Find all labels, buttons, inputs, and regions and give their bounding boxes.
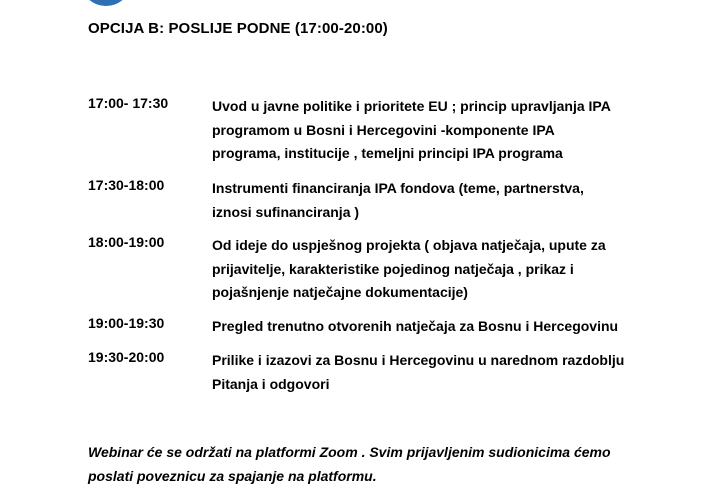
schedule-time: 17:30-18:00 — [88, 177, 164, 193]
note-line: Webinar će se održati na platformi Zoom . Svim prijavljenim sudionicima ćemo — [88, 441, 648, 465]
schedule-description — [212, 177, 652, 224]
schedule-description — [212, 234, 652, 305]
logo-fragment — [84, 0, 128, 6]
description-line: Pitanja i odgovori — [212, 373, 652, 397]
description-line: Instrumenti financiranja IPA fondova (teme, partnerstva, — [212, 177, 652, 201]
schedule-time: 17:00- 17:30 — [88, 95, 168, 111]
description-line: programom u Bosni i Hercegovini -komponente IPA — [212, 119, 652, 143]
schedule-description — [212, 95, 652, 166]
page-heading: OPCIJA B: POSLIJE PODNE (17:00-20:00) — [88, 20, 388, 37]
description-line: pojašnjenje natječajne dokumentacije) — [212, 281, 652, 305]
schedule-time: 18:00-19:00 — [88, 234, 164, 250]
description-line: prijavitelje, karakteristike pojedinog natječaja , prikaz i — [212, 258, 652, 282]
description-line: Uvod u javne politike i prioritete EU ; princip upravljanja IPA — [212, 95, 652, 119]
schedule-description — [212, 315, 652, 339]
webinar-note — [88, 441, 648, 488]
note-line: poslati poveznicu za spajanje na platformu. — [88, 465, 648, 488]
description-line: Pregled trenutno otvorenih natječaja za Bosnu i Hercegovinu — [212, 315, 652, 339]
description-line: programa, institucije , temeljni principi IPA programa — [212, 142, 652, 166]
description-line: Od ideje do uspješnog projekta ( objava natječaja, upute za — [212, 234, 652, 258]
schedule-time: 19:00-19:30 — [88, 315, 164, 331]
description-line: Prilike i izazovi za Bosnu i Hercegovinu u narednom razdoblju — [212, 349, 652, 373]
schedule-time: 19:30-20:00 — [88, 349, 164, 365]
schedule-description — [212, 349, 652, 396]
description-line: iznosi sufinanciranja ) — [212, 201, 652, 225]
